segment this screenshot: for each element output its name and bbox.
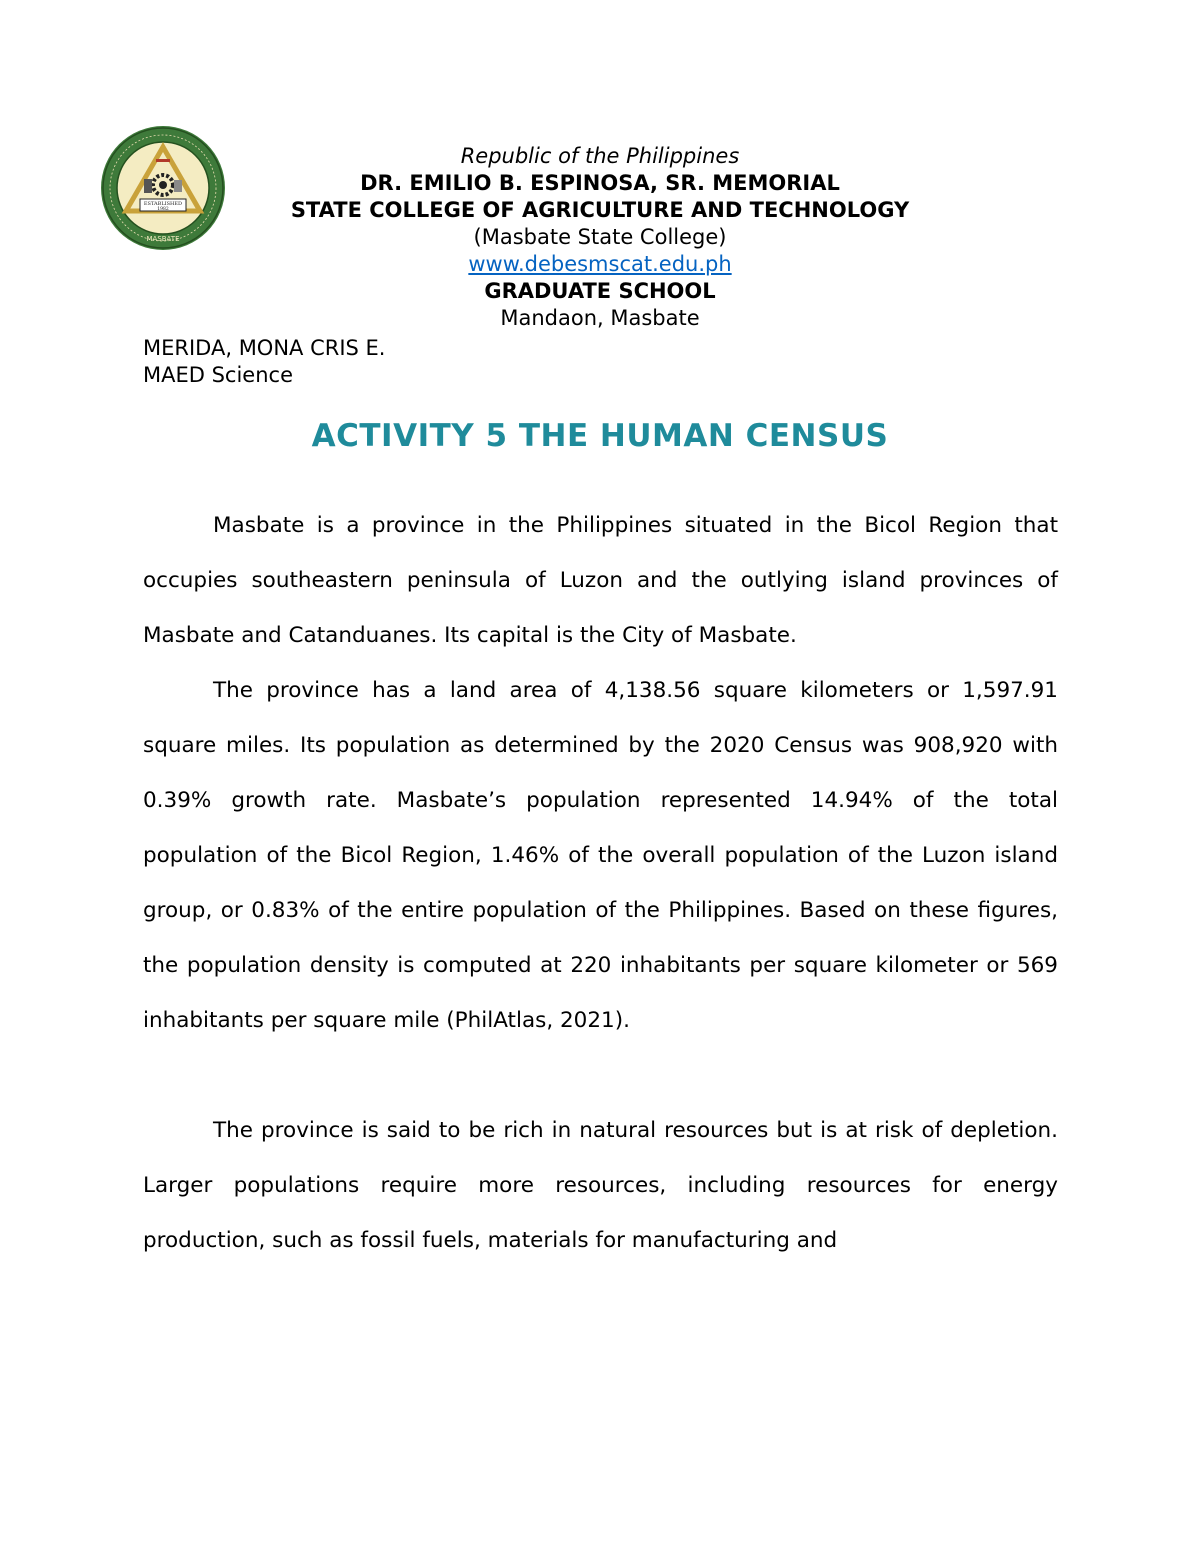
author-name: MERIDA, MONA CRIS E. <box>143 336 386 360</box>
school-name: GRADUATE SCHOOL <box>484 279 716 303</box>
document-body <box>143 498 1058 1268</box>
college-seal-icon <box>100 125 226 251</box>
author-block <box>143 335 385 389</box>
republic-line: Republic of the Philippines <box>460 144 740 168</box>
svg-text:1982: 1982 <box>157 207 169 212</box>
author-program: MAED Science <box>143 363 294 387</box>
school-location: Mandaon, Masbate <box>500 306 700 330</box>
paragraph-census: The province has a land area of 4,138.56 square kilometers or 1,597.91 square miles. Its population as determined by the 2020 Census was 908,920 with 0.39% growth rate. Masbate’s population represented 14.94% of the total population of the Bicol Region, 1.46% of the overall population of the Luzon island group, or 0.83% of the entire population of the Philippines. Based on these figures, the population density is computed at 220 inhabitants per square kilometer or 569 inhabitants per square mile (PhilAtlas, 2021). <box>143 678 1058 1033</box>
letterhead <box>250 143 950 332</box>
svg-text:MASBATE: MASBATE <box>146 235 180 243</box>
activity-title: ACTIVITY 5 THE HUMAN CENSUS <box>311 418 889 454</box>
paragraph-resources: The province is said to be rich in natural resources but is at risk of depletion. Larger populations require more resources, including resources for energy production, such as fossil fuels, materials for manufacturing and <box>143 1118 1058 1253</box>
college-name-line1: DR. EMILIO B. ESPINOSA, SR. MEMORIAL <box>360 171 840 195</box>
website-link[interactable]: www.debesmscat.edu.ph <box>468 252 732 276</box>
svg-text:ESTABLISHED: ESTABLISHED <box>143 201 183 207</box>
college-alias: (Masbate State College) <box>473 225 727 249</box>
paragraph-intro: Masbate is a province in the Philippines situated in the Bicol Region that occupies southeastern peninsula of Luzon and the outlying island provinces of Masbate and Catanduanes. Its capital is the City of Masbate. <box>143 513 1058 648</box>
college-name-line2: STATE COLLEGE OF AGRICULTURE AND TECHNOLOGY <box>290 198 910 222</box>
